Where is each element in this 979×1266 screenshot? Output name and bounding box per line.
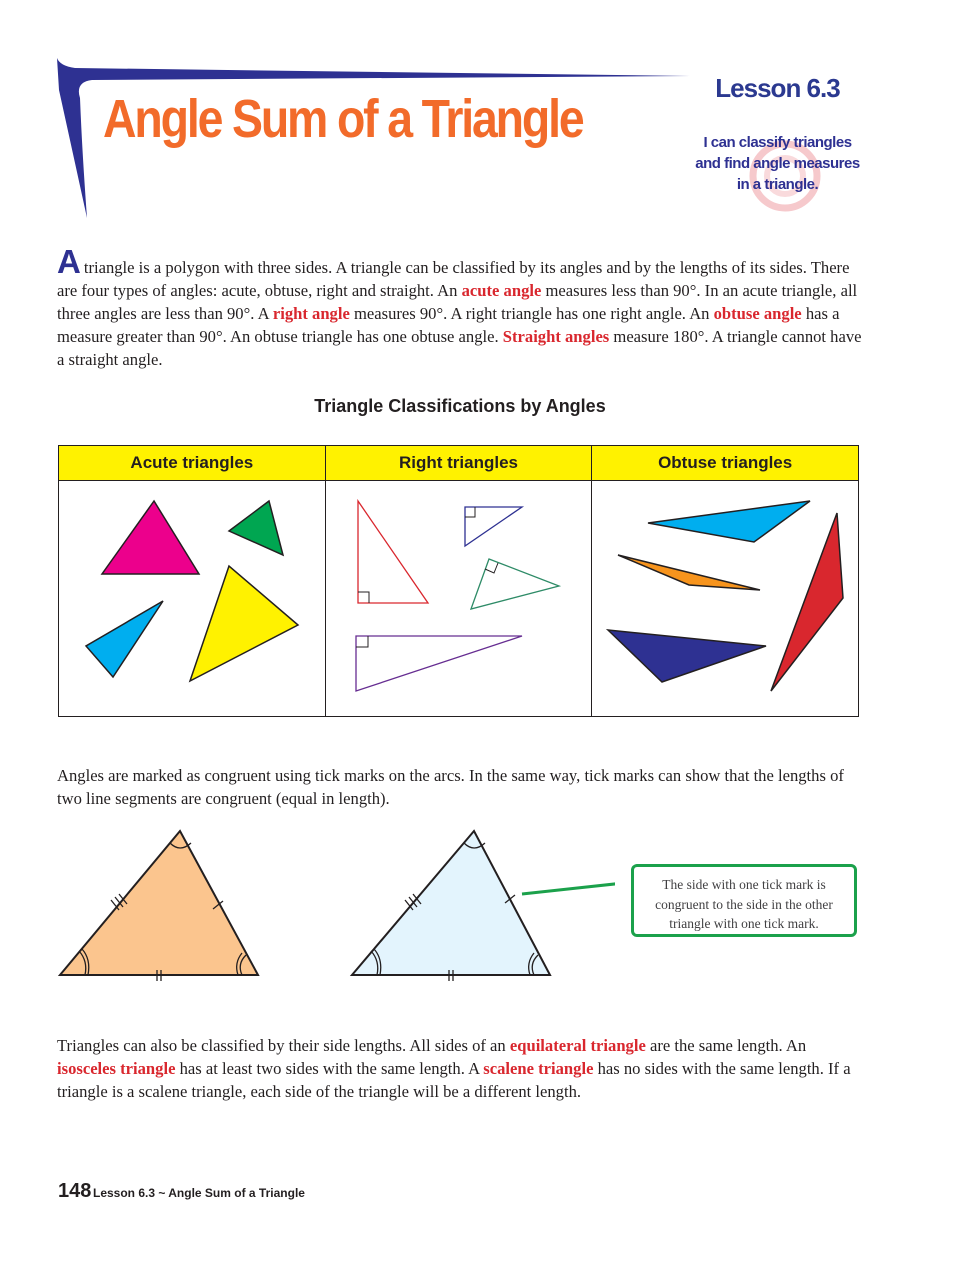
callout-line: The side with one tick mark is [662,877,826,892]
acute-triangles-figure [59,481,325,716]
learning-goal [685,132,870,195]
text: has no sides with the same length. If a triangle is a scalene triangle, each side of the triangle will be a different length. [57,1059,851,1101]
navy-obtuse-triangle [608,630,766,682]
orange-obtuse-triangle [618,555,760,590]
right-triangles-figure [326,481,592,716]
congruent-triangles-figure [55,825,615,990]
vocab-obtuse-angle: obtuse angle [713,304,802,323]
header-right: Right triangles [325,446,592,481]
page-title: Angle Sum of a Triangle [103,89,583,149]
callout-line: congruent to the side in the other [655,896,833,912]
teal-right-triangle [471,559,559,609]
callout-box [631,864,857,937]
drop-cap: A [57,243,81,280]
navy-right-triangle [465,507,522,546]
header-obtuse: Obtuse triangles [592,446,859,481]
yellow-acute-triangle [190,566,298,681]
page-number: 148 [58,1180,92,1202]
blue-acute-triangle [86,601,163,677]
side-length-paragraph [57,1034,862,1103]
orange-triangle [60,831,258,981]
acute-cell [59,481,326,717]
text: measures 90°. A right triangle has one right angle. An [349,304,714,323]
text: has a measure greater than 90°. An obtuse triangle has one obtuse angle. [57,304,840,346]
vocab-straight-angles: Straight angles [502,327,610,346]
goal-line: I can classify triangles [703,134,852,151]
vocab-acute-angle: acute angle [461,281,542,300]
obtuse-triangles-figure [592,481,858,716]
classification-table [58,445,859,717]
goal-line: in a triangle. [736,176,819,193]
blue-obtuse-triangle [648,501,810,542]
footer-text: Lesson 6.3 ~ Angle Sum of a Triangle [93,1186,305,1200]
text: has at least two sides with the same length. A [175,1059,484,1078]
obtuse-cell [592,481,859,717]
vocab-equilateral-triangle: equilateral triangle [509,1036,646,1055]
callout-pointer [522,882,615,894]
magenta-acute-triangle [102,501,199,574]
blue-triangle [352,831,550,981]
purple-right-triangle [356,636,522,691]
lesson-number: Lesson 6.3 [715,73,840,103]
table-title: Triangle Classifications by Angles [314,396,606,416]
green-acute-triangle [229,501,283,555]
text: triangle is a polygon with three sides. A triangle can be classified by its angles and by the lengths of its sides. There are four types of angles: acute, obtuse, right and straight. An [57,258,850,300]
goal-line: and find angle measures [695,155,860,172]
callout-line: triangle with one tick mark. [669,916,819,931]
right-cell [325,481,592,717]
vocab-right-angle: right angle [272,304,350,323]
red-right-triangle [358,501,428,603]
vocab-scalene-triangle: scalene triangle [483,1059,594,1078]
text: measure 180°. A triangle cannot have a straight angle. [57,327,862,369]
header-acute: Acute triangles [59,446,326,481]
congruence-paragraph: Angles are marked as congruent using tick marks on the arcs. In the same way, tick marks can show that the lengths of two line segments are congruent (equal in length). [57,766,844,808]
text: measures less than 90°. In an acute triangle, all three angles are less than 90°. A [57,281,858,323]
intro-paragraph [57,243,862,371]
red-obtuse-triangle [771,513,843,691]
text: are the same length. An [645,1036,807,1055]
vocab-isosceles-triangle: isosceles triangle [57,1059,176,1078]
text: Triangles can also be classified by their side lengths. All sides of an [57,1036,510,1055]
